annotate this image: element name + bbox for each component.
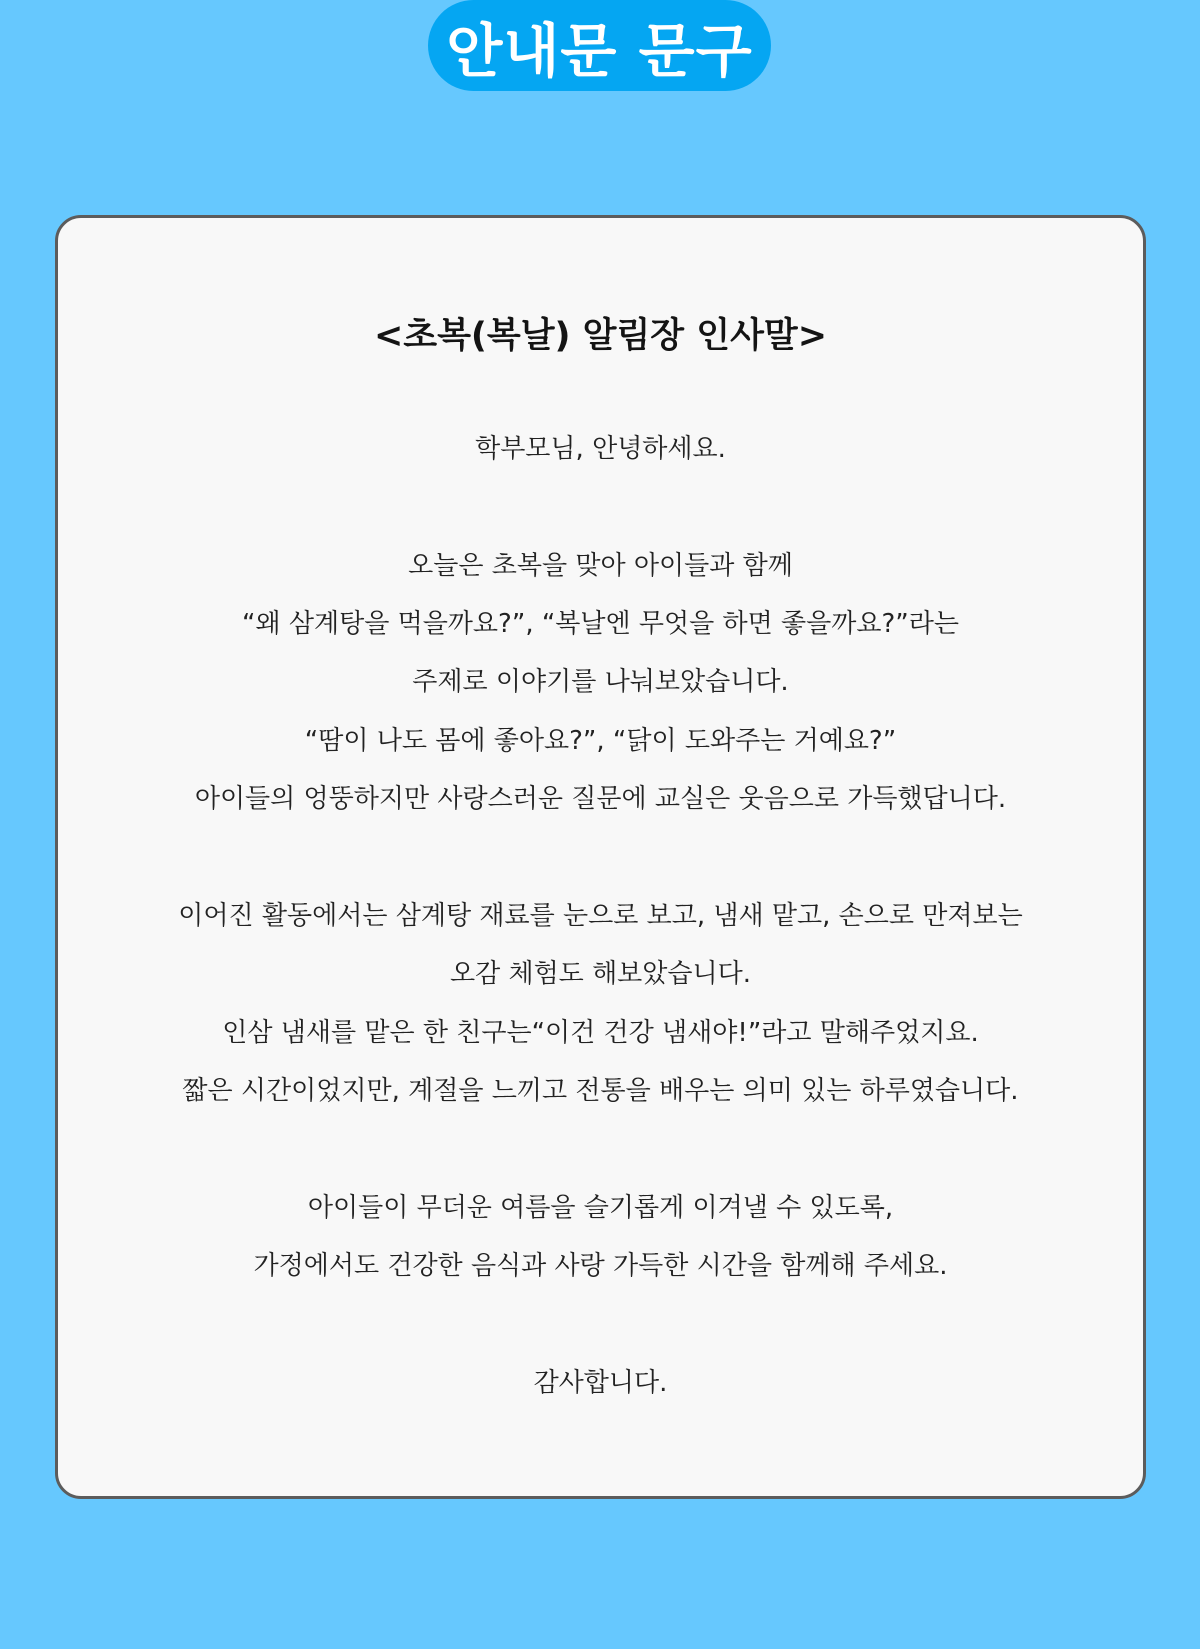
paragraph-line: 인삼 냄새를 맡은 한 친구는“이건 건강 냄새야!”라고 말해주었지요. [222, 1018, 979, 1048]
paragraph-line: 오늘은 초복을 맞아 아이들과 함께 [408, 551, 793, 581]
closing-line: 감사합니다. [533, 1368, 668, 1398]
header-badge-text: 안내문 문구 [446, 16, 753, 85]
paragraph-line: “왜 삼계탕을 먹을까요?”, “복날엔 무엇을 하면 좋을까요?”라는 [242, 609, 959, 639]
notice-card [55, 215, 1146, 1499]
paragraph-line: “땀이 나도 몸에 좋아요?”, “닭이 도와주는 거예요?” [304, 726, 897, 756]
paragraph-line: 아이들의 엉뚱하지만 사랑스러운 질문에 교실은 웃음으로 가득했답니다. [194, 784, 1007, 814]
paragraph-line: 아이들이 무더운 여름을 슬기롭게 이겨낼 수 있도록, [307, 1193, 894, 1223]
greeting-line: 학부모님, 안녕하세요. [475, 434, 726, 464]
paragraph-line: 이어진 활동에서는 삼계탕 재료를 눈으로 보고, 냄새 맡고, 손으로 만져보는 [178, 901, 1023, 931]
paragraph-line: 오감 체험도 해보았습니다. [449, 959, 752, 989]
paragraph-line: 짧은 시간이었지만, 계절을 느끼고 전통을 배우는 의미 있는 하루였습니다. [182, 1076, 1019, 1106]
paragraph-line: 가정에서도 건강한 음식과 사랑 가득한 시간을 함께해 주세요. [253, 1251, 948, 1281]
header-badge [428, 0, 771, 91]
notice-title: <초복(복날) 알림장 인사말> [373, 316, 828, 356]
paragraph-line: 주제로 이야기를 나눠보았습니다. [412, 667, 789, 697]
